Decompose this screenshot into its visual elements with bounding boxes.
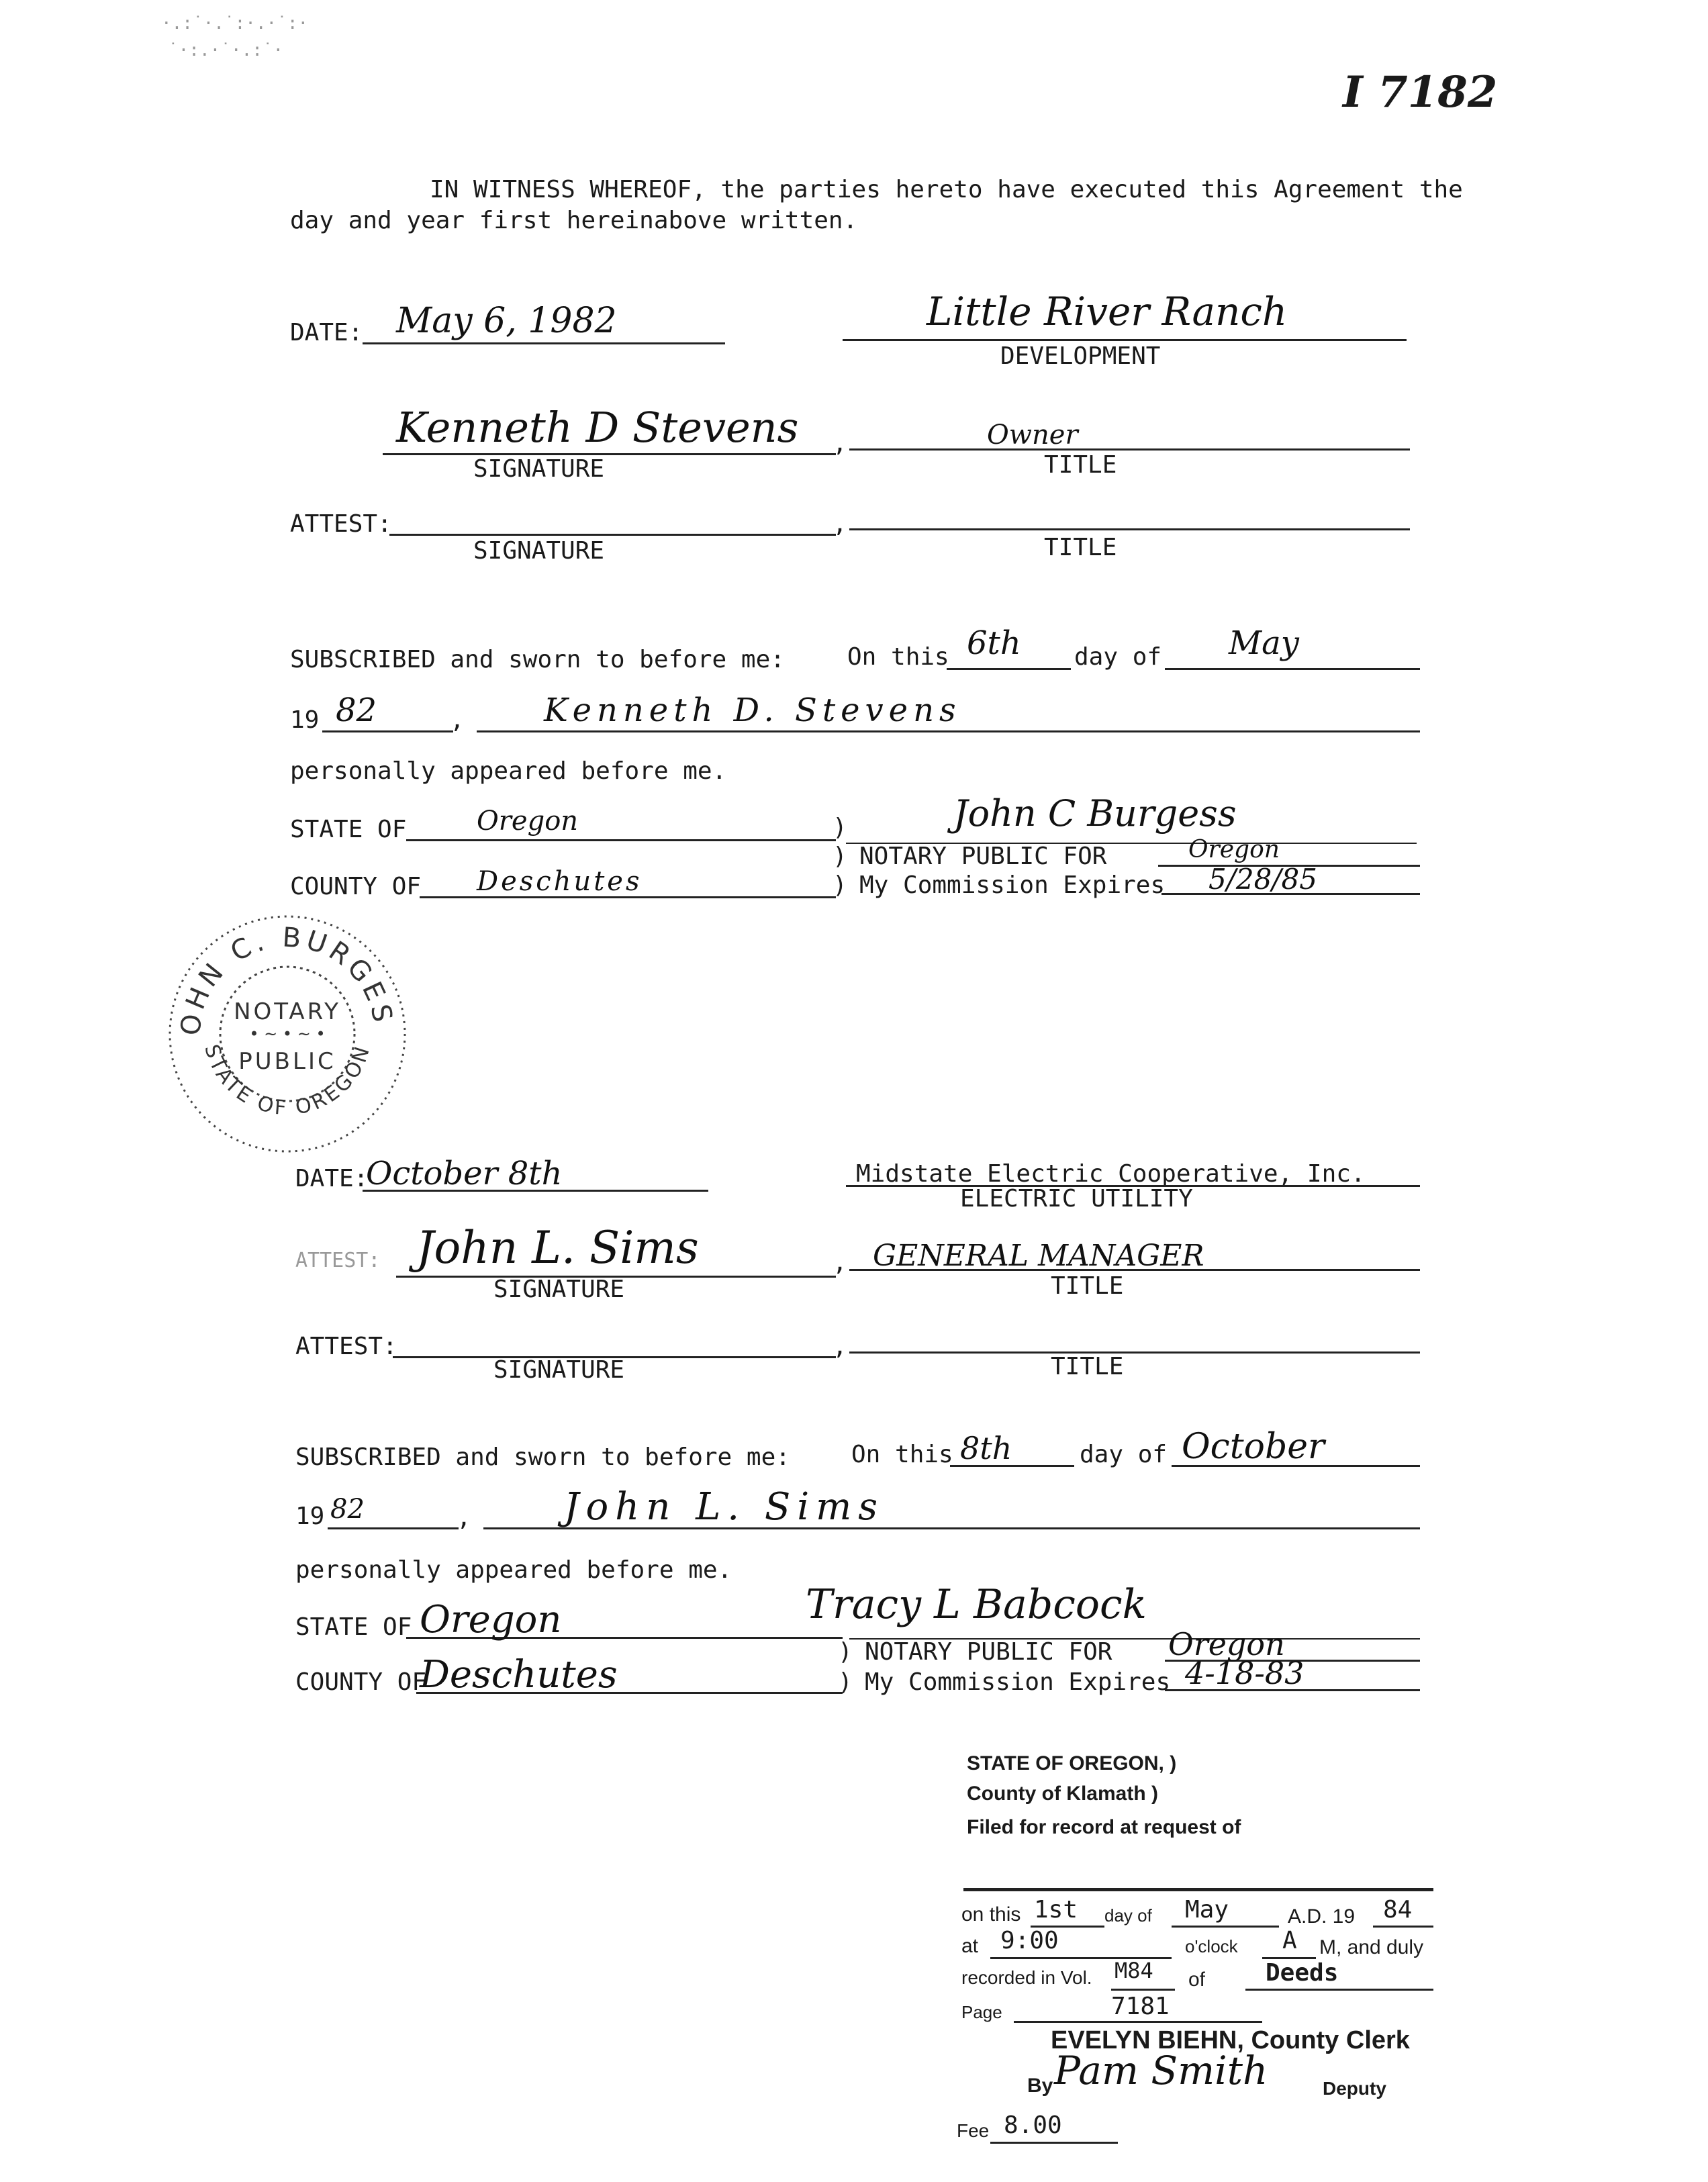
appeared-label-2: personally appeared before me. — [295, 1556, 732, 1584]
on-this-label: On this — [847, 643, 949, 671]
rec-time-value: 9:00 — [1000, 1927, 1059, 1954]
county-label-2: COUNTY OF — [295, 1668, 427, 1696]
bracket: ) — [838, 1668, 853, 1696]
rec-on-this-label: on this — [961, 1903, 1021, 1926]
county-label: COUNTY OF — [290, 873, 422, 900]
on-this-label-2: On this — [851, 1441, 953, 1468]
day-of-label-2: day of — [1080, 1441, 1168, 1468]
date-line — [363, 342, 725, 344]
party-label-2: ELECTRIC UTILITY — [960, 1185, 1193, 1213]
signature-value: Kenneth D Stevens — [396, 403, 799, 452]
state-line — [406, 839, 836, 841]
rec-clerk-line: EVELYN BIEHN, County Clerk — [1051, 2026, 1410, 2054]
rec-m-duly-label: M, and duly — [1319, 1936, 1424, 1958]
person-value-2: John L. Sims — [564, 1485, 884, 1529]
rec-page-value: 7181 — [1111, 1993, 1170, 2020]
title-line — [849, 448, 1410, 450]
rec-vol-line — [1111, 1989, 1175, 1991]
attest-title-line — [849, 528, 1410, 530]
notary-label-2: NOTARY PUBLIC FOR — [865, 1638, 1112, 1666]
date-value-2: October 8th — [366, 1155, 563, 1192]
subscribed-label-2: SUBSCRIBED and sworn to before me: — [295, 1443, 790, 1471]
signature-label: SIGNATURE — [473, 455, 605, 483]
party-line — [843, 339, 1407, 341]
year-line-2 — [328, 1527, 459, 1529]
rec-year-value: 84 — [1383, 1896, 1413, 1924]
month-line — [1165, 668, 1420, 670]
date-label-2: DATE: — [295, 1165, 369, 1192]
state-value-2: Oregon — [420, 1598, 562, 1642]
person-line — [477, 730, 1420, 732]
rec-book-value: Deeds — [1266, 1959, 1339, 1987]
rec-of-label: of — [1188, 1968, 1206, 1991]
rec-filed-line: Filed for record at request of — [967, 1816, 1241, 1838]
rec-month-value: May — [1185, 1896, 1229, 1924]
scan-speckle: ˙·:.·˙·.:˙· — [168, 40, 284, 60]
comma: , — [833, 510, 847, 538]
bracket: ) — [833, 814, 847, 841]
bracket: ) — [833, 871, 847, 899]
year-line — [322, 730, 453, 732]
rec-page-label: Page — [961, 2002, 1002, 2022]
attest-signature-line — [389, 534, 836, 536]
title-value: Owner — [987, 420, 1078, 450]
title-label-2: TITLE — [1051, 1272, 1124, 1300]
subscribed-label: SUBSCRIBED and sworn to before me: — [290, 646, 785, 673]
svg-text:• ~ • ~ •: • ~ • ~ • — [249, 1025, 326, 1043]
person-value: Kenneth D. Stevens — [544, 692, 961, 729]
county-value: Deschutes — [477, 866, 643, 897]
party-label: DEVELOPMENT — [1000, 342, 1161, 370]
commission-value-2: 4-18-83 — [1185, 1655, 1304, 1691]
notary-seal — [153, 893, 422, 1161]
day-line — [947, 668, 1071, 670]
appeared-label: personally appeared before me. — [290, 757, 727, 785]
title-label: TITLE — [1044, 451, 1117, 479]
month-value-2: October — [1182, 1427, 1325, 1467]
seal-state: STATE OF OREGON — [199, 1041, 375, 1121]
rec-rule — [963, 1888, 1433, 1891]
notary-label: NOTARY PUBLIC FOR — [859, 843, 1107, 870]
comma: , — [833, 1249, 847, 1276]
rec-fee-value: 8.00 — [1004, 2112, 1062, 2139]
notary-state-value-2: Oregon — [1168, 1626, 1285, 1662]
notary-signature: John C Burgess — [953, 792, 1237, 835]
day-value: 6th — [967, 624, 1021, 662]
rec-county-line: County of Klamath ) — [967, 1783, 1158, 1805]
seal-line-1: NOTARY — [234, 998, 341, 1025]
commission-label-2: My Commission Expires — [865, 1668, 1171, 1696]
rec-vol-value: M84 — [1114, 1958, 1153, 1983]
notary-signature-2: Tracy L Babcock — [806, 1581, 1147, 1628]
day-of-label: day of — [1074, 643, 1162, 671]
signature-label-2: SIGNATURE — [493, 1276, 625, 1303]
rec-page-line — [1014, 2021, 1262, 2023]
rec-deputy-label: Deputy — [1323, 2078, 1386, 2099]
signature-value-2: John L. Sims — [416, 1222, 699, 1274]
rec-month-line — [1172, 1926, 1279, 1928]
year-value-2: 82 — [330, 1494, 365, 1525]
witness-line-1: IN WITNESS WHEREOF, the parties hereto have executed this Agreement the — [430, 176, 1463, 203]
witness-line-2: day and year first hereinabove written. — [290, 207, 858, 234]
year-value: 82 — [336, 692, 377, 729]
rec-deputy-signature: Pam Smith — [1054, 2048, 1268, 2093]
comma: , — [450, 706, 465, 734]
commission-value: 5/28/85 — [1208, 863, 1317, 896]
comma: , — [457, 1504, 471, 1531]
party-value: Little River Ranch — [927, 289, 1288, 334]
rec-by-label: By — [1027, 2075, 1053, 2097]
year-prefix-2: 19 — [295, 1503, 325, 1530]
rec-fee-line — [990, 2142, 1118, 2144]
county-value-2: Deschutes — [420, 1653, 618, 1697]
state-value: Oregon — [477, 806, 579, 837]
document-number: I 7182 — [1343, 67, 1498, 117]
scan-speckle: ·.:˙·.˙:·.·˙:· — [161, 13, 309, 34]
attest-label-2: ATTEST: — [295, 1333, 397, 1360]
seal-name: OHN C. BURGES — [175, 922, 399, 1037]
rec-fee-label: Fee — [957, 2120, 990, 2141]
party-value-2: Midstate Electric Cooperative, Inc. — [856, 1160, 1366, 1188]
state-label-2: STATE OF — [295, 1613, 412, 1641]
rec-day-value: 1st — [1034, 1896, 1078, 1924]
bracket: ) — [838, 1638, 853, 1666]
attest-label: ATTEST: — [290, 510, 392, 538]
rec-recorded-label: recorded in Vol. — [961, 1967, 1092, 1988]
attest-signature-label: SIGNATURE — [473, 537, 605, 565]
notary-state-value: Oregon — [1188, 836, 1280, 863]
signature-line — [383, 453, 836, 455]
state-label: STATE OF — [290, 816, 407, 843]
date-label: DATE: — [290, 319, 363, 346]
comma: , — [833, 1333, 847, 1360]
rec-oclock-label: o'clock — [1185, 1936, 1238, 1956]
year-prefix: 19 — [290, 706, 320, 734]
attest-title-line-2 — [849, 1351, 1420, 1354]
rec-day-of-label: day of — [1104, 1905, 1152, 1926]
comma: , — [833, 430, 847, 457]
scan-speckle: ATTEST: — [295, 1249, 381, 1272]
title-value-2: GENERAL MANAGER — [873, 1239, 1204, 1273]
date-value: May 6, 1982 — [396, 301, 617, 341]
attest-signature-label-2: SIGNATURE — [493, 1356, 625, 1384]
commission-label: My Commission Expires — [859, 871, 1166, 899]
rec-ad-label: A.D. 19 — [1288, 1905, 1356, 1928]
day-value-2: 8th — [960, 1430, 1012, 1466]
month-value: May — [1229, 624, 1299, 662]
seal-line-2: PUBLIC — [238, 1048, 336, 1075]
bracket: ) — [833, 843, 847, 870]
rec-ampm-value: A — [1282, 1927, 1297, 1954]
attest-title-label: TITLE — [1044, 534, 1117, 561]
rec-year-line — [1373, 1926, 1433, 1928]
rec-book-line — [1245, 1989, 1433, 1991]
rec-state-line: STATE OF OREGON, ) — [967, 1752, 1177, 1774]
rec-at-label: at — [961, 1935, 979, 1957]
attest-title-label-2: TITLE — [1051, 1353, 1124, 1380]
